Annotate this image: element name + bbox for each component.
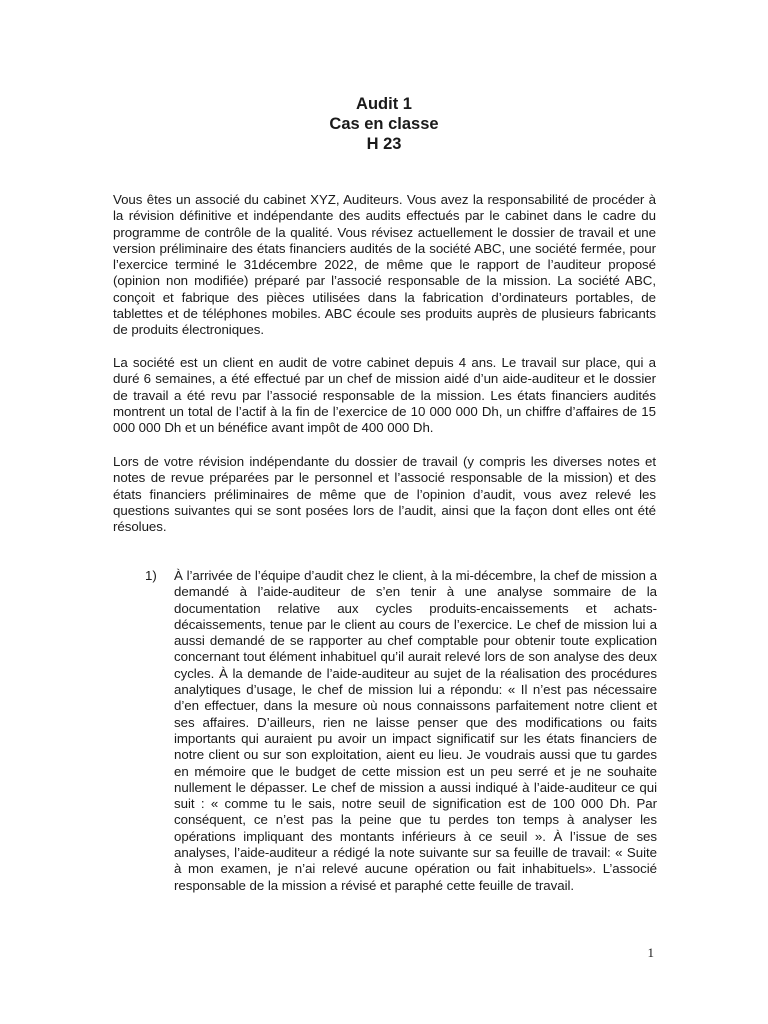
document-code: H 23 bbox=[366, 135, 402, 153]
page-number: 1 bbox=[647, 945, 654, 960]
document-title: Audit 1 bbox=[356, 95, 412, 113]
list-item bbox=[145, 568, 657, 894]
paragraph-intro: Vous êtes un associé du cabinet XYZ, Auditeurs. Vous avez la responsabilité de procéder à la révision définitive et indépendante des audits effectués par le cabinet dans le cadre du programme de contrôle de la qualité. Vous révisez actuellement le dossier de travail et une version préliminaire des états financiers audités de la société ABC, une société fermée, pour l’exercice terminé le 31décembre 2022, de même que le rapport de l’auditeur proposé (opinion non modifiée) préparé par l’associé responsable de la mission. La société ABC, conçoit et fabrique des pièces utilisées dans la fabrication d’ordinateurs portables, de tablettes et de téléphones mobiles. ABC écoule ses produits auprès de plusieurs fabricants de produits électroniques. bbox=[113, 192, 656, 338]
title-block bbox=[0, 94, 768, 154]
paragraph-client: La société est un client en audit de votre cabinet depuis 4 ans. Le travail sur place, qui a duré 6 semaines, a été effectué par un chef de mission aidé d’un aide-auditeur et le dossier de travail a été revu par l’associé responsable de la mission. Les états financiers audités montrent un total de l’actif à la fin de l’exercice de 10 000 000 Dh, un chiffre d’affaires de 15 000 000 Dh et un bénéfice avant impôt de 400 000 Dh. bbox=[113, 355, 656, 436]
list-item-text: À l’arrivée de l’équipe d’audit chez le client, à la mi-décembre, la chef de mission a demandé à l’aide-auditeur de s’en tenir à une analyse sommaire de la documentation relative aux cycles produits-encaissements et achats-décaissements, tenue par le client au cours de l’exercice. Le chef de mission lui a aussi demandé de se rapporter au chef comptable pour obtenir toute explication concernant tout élément inhabituel qu’il aurait relevé lors de son analyse des deux cycles. À la demande de l’aide-auditeur au sujet de la réalisation des procédures analytiques d’usage, le chef de mission lui a répondu: « Il n’est pas nécessaire d’en effectuer, dans la mesure où nous connaissons parfaitement notre client et ses affaires. D’ailleurs, rien ne laisse penser que des modifications ou faits importants qui auraient pu avoir un impact significatif sur les états financiers de notre client ou sur son exploitation, aient eu lieu. Je voudrais aussi que tu gardes en mémoire que le budget de cette mission est un peu serré et je ne souhaite nullement le dépasser. Le chef de mission a aussi indiqué à l’aide-auditeur ce qui suit : « comme tu le sais, notre seuil de signification est de 100 000 Dh. Par conséquent, ce n’est pas la peine que tu perdes ton temps à analyser les opérations impliquant des montants inférieurs à ce seuil ». À l’issue de ses analyses, l’aide-auditeur a rédigé la note suivante sur sa feuille de travail: « Suite à mon examen, je n’ai relevé aucune opération ou fait inhabituels». L’associé responsable de la mission a révisé et paraphé cette feuille de travail. bbox=[174, 568, 657, 893]
paragraph-review: Lors de votre révision indépendante du dossier de travail (y compris les diverses notes et notes de revue préparées par le personnel et l’associé responsable de la mission) et des états financiers préliminaires de même que de l’opinion d’audit, vous avez relevé les questions suivantes qui se sont posées lors de l’audit, ainsi que la façon dont elles ont été résolues. bbox=[113, 454, 656, 535]
list-item-number: 1) bbox=[145, 568, 157, 583]
issues-list bbox=[145, 568, 657, 894]
document-subtitle: Cas en classe bbox=[329, 115, 439, 133]
